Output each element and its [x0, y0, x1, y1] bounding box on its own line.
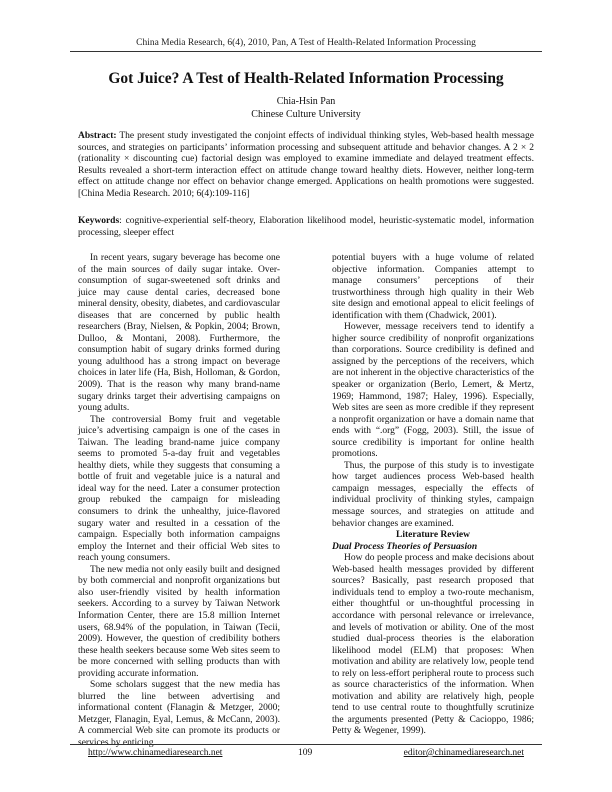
journal-url-link[interactable]: http://www.chinamediaresearch.net	[88, 748, 223, 758]
body-paragraph: Some scholars suggest that the new media has blurred the line between advertising and informational content (Flanagin & Metzger, 2000; Metzger, Flanagin, Eyal, Lemus, & McCann, 2003). A commercial Web site can promote its products or services by enticing	[78, 680, 280, 748]
body-column-left	[78, 253, 280, 750]
body-paragraph: The new media not only easily built and designed by both commercial and nonprofit organizations but also user-friendly visited by health information seekers. According to a survey by Taiwan Network Information Center, there are 15.8 million Internet users, 68.94% of the population, in Taiwan (Tecii, 2009). However, the question of credibility bothers these health seekers because some Web sites seem to be more concerned with selling products than with providing accurate information.	[78, 564, 280, 679]
header-divider	[70, 51, 542, 52]
body-paragraph: How do people process and make decisions about Web-based health messages provided by different sources? Basically, past research proposed that individuals tend to employ a two-route mechanism, either thoughtful or un-thoughtful processing in accordance with personal relevance or irrelevance, and levels of motivation or ability. One of the most studied dual-process theories is the elaboration likelihood model (ELM) that proposes: When motivation and ability are relatively low, people tend to rely on less-effort peripheral route to process such as source characteristics of the information. When motivation and ability are relatively high, people tend to use central route to thoughtfully scrutinize the arguments presented (Petty & Cacioppo, 1986; Petty & Wegener, 1999).	[332, 553, 534, 737]
article-title: Got Juice? A Test of Health-Related Information Processing	[108, 70, 504, 87]
article-author: Chia-Hsin Pan	[276, 96, 336, 107]
article-affiliation: Chinese Culture University	[251, 109, 361, 120]
body-paragraph: Thus, the purpose of this study is to investigate how target audiences process Web-based health campaign messages, especially the effects of individual proclivity of thinking styles, campaign message sources, and strategies on attitude and behavior changes are examined.	[332, 460, 534, 529]
keywords-label: Keywords	[78, 216, 120, 226]
section-heading: Literature Review	[396, 530, 470, 541]
footer-divider	[70, 744, 542, 745]
keywords	[78, 216, 534, 239]
abstract-label: Abstract:	[78, 131, 117, 141]
body-column-right	[332, 253, 534, 738]
body-paragraph: In recent years, sugary beverage has become one of the main sources of daily sugar intake. Over-consumption of sugar-sweetened soft drinks and juice may cause dental caries, decreased bone mineral density, obesity, diabetes, and cardiovascular diseases that are concerned by public health researchers (Bray, Nielsen, & Popkin, 2004; Brown, Dulloo, & Montani, 2008). Furthermore, the consumption habit of sugary drinks formed during young adulthood has a strong impact on beverage choices in later life (Ha, Bish, Holloman, & Gordon, 2009). That is the reason why many brand-name sugary drinks target their advertising campaigns on young adults.	[78, 253, 280, 414]
body-paragraph: potential buyers with a huge volume of related objective information. Companies attempt to manage consumers’ perceptions of their trustworthiness through high quality in their Web site design and emotional appeal to elicit feelings of identification with them (Chadwick, 2001).	[332, 253, 534, 321]
abstract	[78, 131, 534, 201]
body-paragraph: The controversial Bomy fruit and vegetable juice’s advertising campaign is one of the cases in Taiwan. The leading brand-name juice company seems to promoted 5-a-day fruit and vegetables healthy diets, while they suggests that consuming a bottle of fruit and vegetable juice is a natural and ideal way for the need. Later a consumer protection group rebuked the campaign for misleading consumers to drink the unhealthy, juice-flavored sugary water and resulted in a cessation of the campaign. Especially both information campaigns employ the Internet and their official Web sites to reach young consumers.	[78, 414, 280, 564]
keywords-text: : cognitive-experiential self-theory, Elaboration likelihood model, heuristic-systematic model, information processing, sleeper effect	[78, 216, 534, 238]
editor-email-link[interactable]: editor@chinamediaresearch.net	[403, 748, 524, 758]
running-header: China Media Research, 6(4), 2010, Pan, A Test of Health-Related Information Processing	[136, 38, 476, 48]
body-paragraph: However, message receivers tend to identify a higher source credibility of nonprofit organizations than corporations. Source credibility is defined and assigned by the perceptions of the receivers, which are not inherent in the objective characteristics of the speaker or organization (Berlo, Lemert, & Mertz, 1969; Hammond, 1987; Haley, 1996). Especially, Web sites are seen as more credible if they represent a nonprofit organization or have a domain name that ends with “.org” (Fogg, 2003). Still, the issue of source credibility is important for online health promotions.	[332, 322, 534, 460]
abstract-text: The present study investigated the conjoint effects of individual thinking styles, Web-based health message sources, and strategies on participants’ information processing and subsequent attitude and behavior changes. A 2 × 2 (rationality × discounting cue) factorial design was employed to examine immediate and delayed treatment effects. Results revealed a short-term interaction effect on attitude change toward healthy diets. However, neither long-term effect on attitude change nor effect on behavior change emerged. Applications on health promotions were suggested. [China Media Research. 2010; 6(4):109-116]	[78, 131, 534, 199]
page-number: 109	[298, 748, 313, 758]
subsection-heading: Dual Process Theories of Persuasion	[332, 541, 478, 552]
